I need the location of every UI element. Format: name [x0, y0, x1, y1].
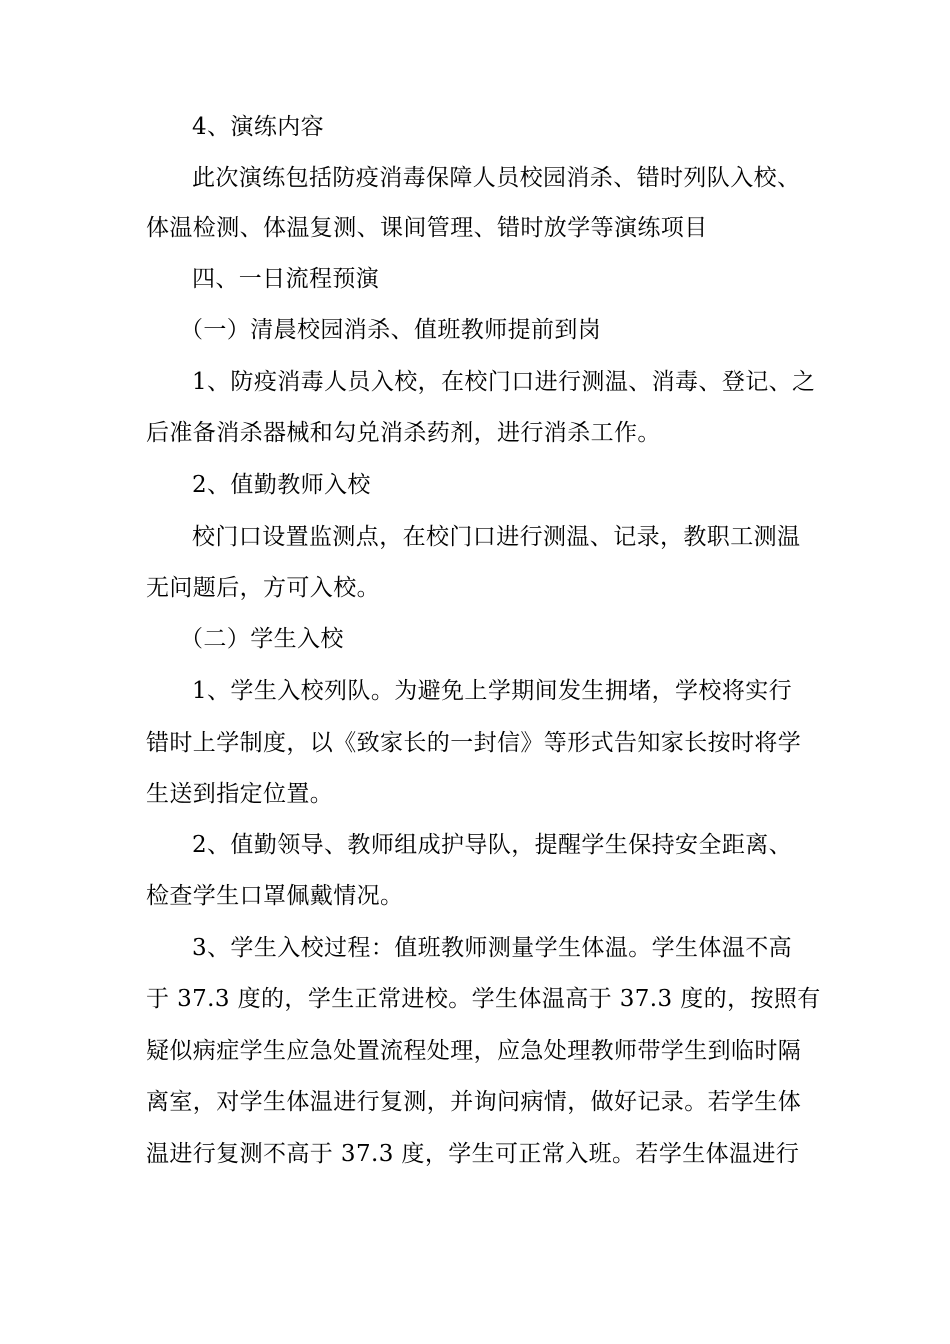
paragraph-line: 无问题后，方可入校。: [146, 575, 380, 601]
subheading-morning: （一）清晨校园消杀、值班教师提前到岗: [180, 317, 602, 343]
paragraph-line: 离室，对学生体温进行复测，并询问病情，做好记录。若学生体: [146, 1089, 802, 1115]
paragraph-line: 错时上学制度，以《致家长的一封信》等形式告知家长按时将学: [146, 730, 802, 756]
paragraph-line: 温进行复测不高于 37.3 度，学生可正常入班。若学生体温进行: [146, 1141, 800, 1167]
paragraph-line: 1、防疫消毒人员入校，在校门口进行测温、消毒、登记、之: [192, 369, 816, 395]
paragraph-line: 生送到指定位置。: [146, 781, 334, 807]
paragraph-line: 疑似病症学生应急处置流程处理，应急处理教师带学生到临时隔: [146, 1038, 802, 1064]
heading-duty-teacher: 2、值勤教师入校: [192, 472, 371, 498]
paragraph-line: 1、学生入校列队。为避免上学期间发生拥堵，学校将实行: [192, 678, 793, 704]
heading-drill-content: 4、演练内容: [192, 114, 325, 140]
paragraph-line: 2、值勤领导、教师组成护导队，提醒学生保持安全距离、: [192, 832, 793, 858]
paragraph-line: 后准备消杀器械和勾兑消杀药剂，进行消杀工作。: [146, 420, 661, 446]
subheading-students-enter: （二）学生入校: [180, 626, 344, 652]
paragraph-line: 3、学生入校过程：值班教师测量学生体温。学生体温不高: [192, 935, 793, 961]
paragraph-line: 检查学生口罩佩戴情况。: [146, 883, 404, 909]
paragraph-line: 校门口设置监测点，在校门口进行测温、记录，教职工测温: [192, 524, 801, 550]
heading-daily-process: 四、一日流程预演: [192, 266, 380, 292]
paragraph-line: 体温检测、体温复测、课间管理、错时放学等演练项目: [146, 215, 708, 241]
paragraph-line: 于 37.3 度的，学生正常进校。学生体温高于 37.3 度的，按照有: [146, 986, 821, 1012]
paragraph-line: 此次演练包括防疫消毒保障人员校园消杀、错时列队入校、: [192, 165, 801, 191]
